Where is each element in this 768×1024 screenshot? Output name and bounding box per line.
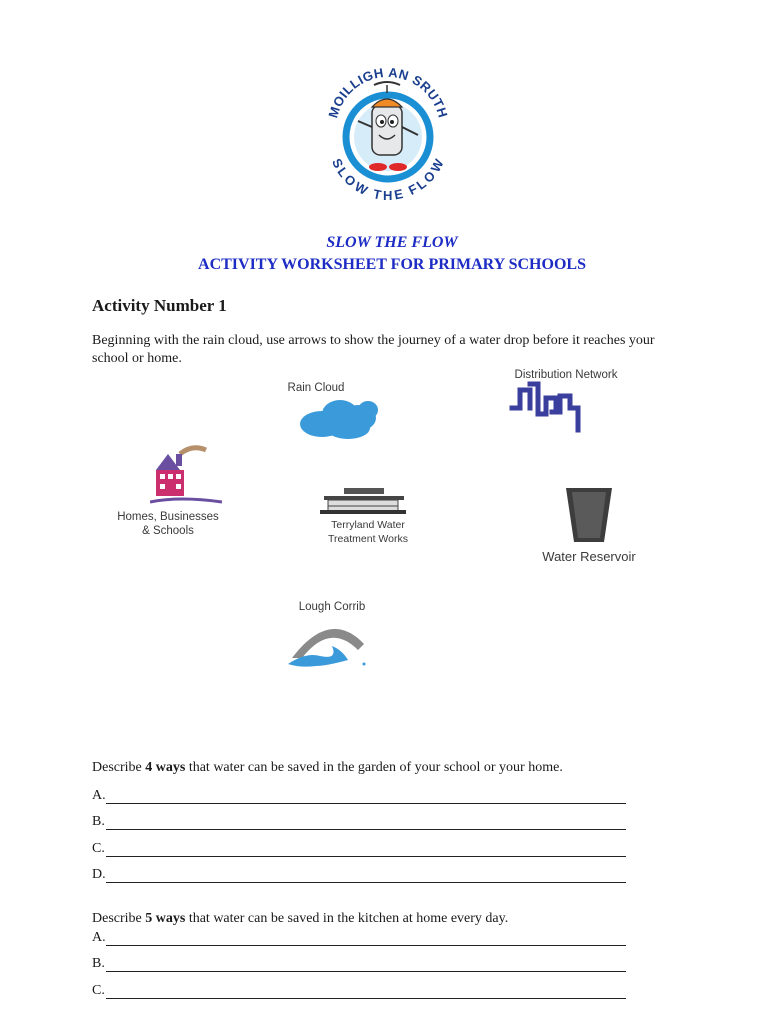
treatment-works-label-line2: Treatment Works xyxy=(328,533,408,545)
lough-corrib-icon xyxy=(286,616,370,668)
logo-bottom-text: SLOW THE FLOW xyxy=(329,156,447,203)
worksheet-title: SLOW THE FLOW xyxy=(326,234,458,251)
answer-label: C. xyxy=(92,983,105,998)
treatment-works-icon xyxy=(318,484,408,516)
homes-label-line1: Homes, Businesses xyxy=(117,511,219,523)
treatment-works-label-line1: Terryland Water xyxy=(331,519,405,531)
answer-label: D. xyxy=(92,867,106,882)
water-reservoir-label: Water Reservoir xyxy=(542,549,636,564)
answer-line[interactable] xyxy=(92,930,632,948)
treatment-works-label xyxy=(312,518,424,546)
house-icon xyxy=(150,444,226,508)
worksheet-subtitle: ACTIVITY WORKSHEET FOR PRIMARY SCHOOLS xyxy=(198,256,586,273)
question-kitchen-suffix: that water can be saved in the kitchen at home every day. xyxy=(185,911,509,926)
answer-label: A. xyxy=(92,788,106,803)
answer-label: A. xyxy=(92,930,106,945)
answer-line[interactable] xyxy=(92,814,632,832)
activity-instruction: Beginning with the rain cloud, use arrows to show the journey of a water drop before it reaches your school or home. xyxy=(92,333,655,366)
answer-label: C. xyxy=(92,841,105,856)
rain-cloud-icon xyxy=(296,396,382,442)
answer-line[interactable] xyxy=(92,983,632,1001)
answer-line[interactable] xyxy=(92,956,632,974)
homes-label xyxy=(108,510,228,538)
logo-top-text: MOILLIGH AN SRUTH xyxy=(325,64,451,120)
question-garden-prefix: Describe xyxy=(92,760,146,775)
water-reservoir-icon xyxy=(566,488,612,544)
rain-cloud-label: Rain Cloud xyxy=(287,382,345,394)
distribution-network-label: Distribution Network xyxy=(514,369,618,381)
distribution-network-icon xyxy=(508,378,588,436)
question-garden xyxy=(92,760,563,776)
answer-line[interactable] xyxy=(92,867,632,885)
question-kitchen-bold: 5 ways xyxy=(145,911,186,926)
lough-corrib-label: Lough Corrib xyxy=(298,601,366,613)
answer-label: B. xyxy=(92,814,105,829)
answer-line[interactable] xyxy=(92,788,632,806)
question-garden-suffix: that water can be saved in the garden of your school or your home. xyxy=(185,760,563,775)
answer-line[interactable] xyxy=(92,841,632,859)
homes-label-line2: & Schools xyxy=(142,525,194,537)
question-garden-bold: 4 ways xyxy=(145,760,186,775)
question-kitchen xyxy=(92,911,508,927)
question-kitchen-prefix: Describe xyxy=(92,911,146,926)
slow-the-flow-logo xyxy=(322,55,454,215)
answer-label: B. xyxy=(92,956,105,971)
activity-heading: Activity Number 1 xyxy=(92,296,227,315)
